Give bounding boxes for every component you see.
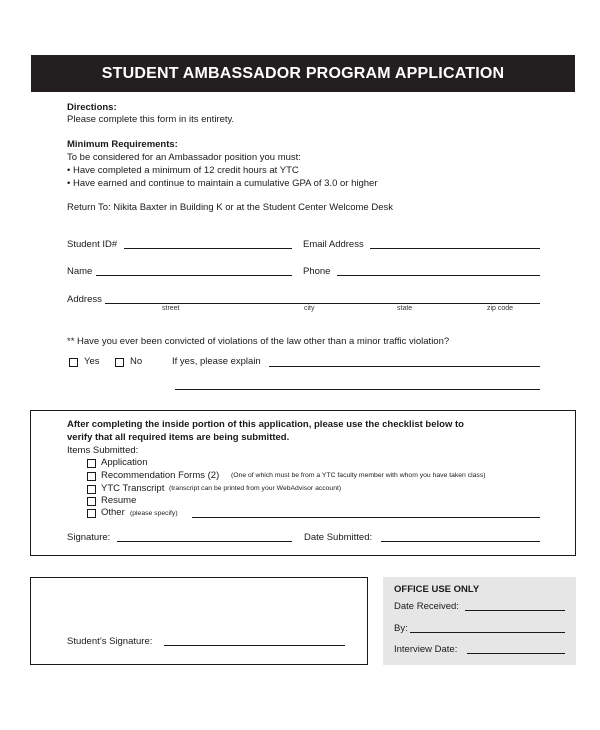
student-id-label: Student ID# <box>67 239 118 250</box>
date-submitted-field[interactable] <box>381 541 540 542</box>
date-submitted-label: Date Submitted: <box>304 532 373 543</box>
no-checkbox[interactable] <box>115 358 124 367</box>
checklist-item-label: Other <box>101 507 125 518</box>
conviction-question: ** Have you ever been convicted of violations of the law other than a minor traffic violation? <box>67 336 450 347</box>
student-signature-field[interactable] <box>164 645 345 646</box>
no-label: No <box>130 356 143 367</box>
requirement-item: • Have completed a minimum of 12 credit hours at YTC <box>67 165 299 176</box>
signature-field[interactable] <box>117 541 292 542</box>
signature-label: Signature: <box>67 532 111 543</box>
email-label: Email Address <box>303 239 364 250</box>
email-field[interactable] <box>370 248 540 249</box>
requirements-intro: To be considered for an Ambassador position you must: <box>67 152 301 163</box>
phone-label: Phone <box>303 266 331 277</box>
address-sub-zip: zip code <box>487 305 514 312</box>
address-field[interactable] <box>105 303 540 304</box>
checklist-item-label: Application <box>101 457 148 468</box>
office-heading: OFFICE USE ONLY <box>394 584 480 595</box>
checklist-item-label: Recommendation Forms (2) <box>101 470 220 481</box>
return-to: Return To: Nikita Baxter in Building K or at the Student Center Welcome Desk <box>67 202 393 213</box>
student-id-field[interactable] <box>124 248 292 249</box>
yes-checkbox[interactable] <box>69 358 78 367</box>
checklist-item-label: Resume <box>101 495 137 506</box>
explain-field[interactable] <box>269 366 540 367</box>
recommendation-checkbox[interactable] <box>87 472 96 481</box>
address-sub-city: city <box>304 305 315 312</box>
explain-field-line2[interactable] <box>175 389 540 390</box>
page-title: STUDENT AMBASSADOR PROGRAM APPLICATION <box>31 55 575 92</box>
other-specify-field[interactable] <box>192 517 540 518</box>
requirement-item: • Have earned and continue to maintain a cumulative GPA of 3.0 or higher <box>67 178 378 189</box>
checklist-item-label: YTC Transcript <box>101 483 165 494</box>
checklist-item-note: (please specify) <box>130 510 178 517</box>
address-label: Address <box>67 294 102 305</box>
address-sub-street: street <box>162 305 180 312</box>
directions-heading: Directions: <box>67 102 117 113</box>
directions-text: Please complete this form in its entirety. <box>67 114 235 125</box>
checklist-item-note: (transcript can be printed from your WebAdvisor account) <box>169 485 342 492</box>
checklist-intro: After completing the inside portion of this application, please use the checklist below to <box>67 419 464 430</box>
checklist-intro-2: verify that all required items are being submitted. <box>67 432 290 443</box>
requirements-heading: Minimum Requirements: <box>67 139 178 150</box>
checklist-item-note: (One of which must be from a YTC faculty member with whom you have taken class) <box>231 472 486 479</box>
phone-field[interactable] <box>337 275 540 276</box>
by-label: By: <box>394 623 408 634</box>
application-checkbox[interactable] <box>87 459 96 468</box>
name-field[interactable] <box>96 275 292 276</box>
other-checkbox[interactable] <box>87 509 96 518</box>
by-field[interactable] <box>410 632 565 633</box>
name-label: Name <box>67 266 93 277</box>
explain-label: If yes, please explain <box>172 356 261 367</box>
items-submitted-label: Items Submitted: <box>67 445 139 456</box>
student-signature-label: Student’s Signature: <box>67 636 153 647</box>
date-received-label: Date Received: <box>394 601 459 612</box>
resume-checkbox[interactable] <box>87 497 96 506</box>
student-signature-box <box>30 577 368 665</box>
interview-date-label: Interview Date: <box>394 644 458 655</box>
address-sub-state: state <box>397 305 413 312</box>
yes-label: Yes <box>84 356 100 367</box>
transcript-checkbox[interactable] <box>87 485 96 494</box>
date-received-field[interactable] <box>465 610 565 611</box>
interview-date-field[interactable] <box>467 653 565 654</box>
